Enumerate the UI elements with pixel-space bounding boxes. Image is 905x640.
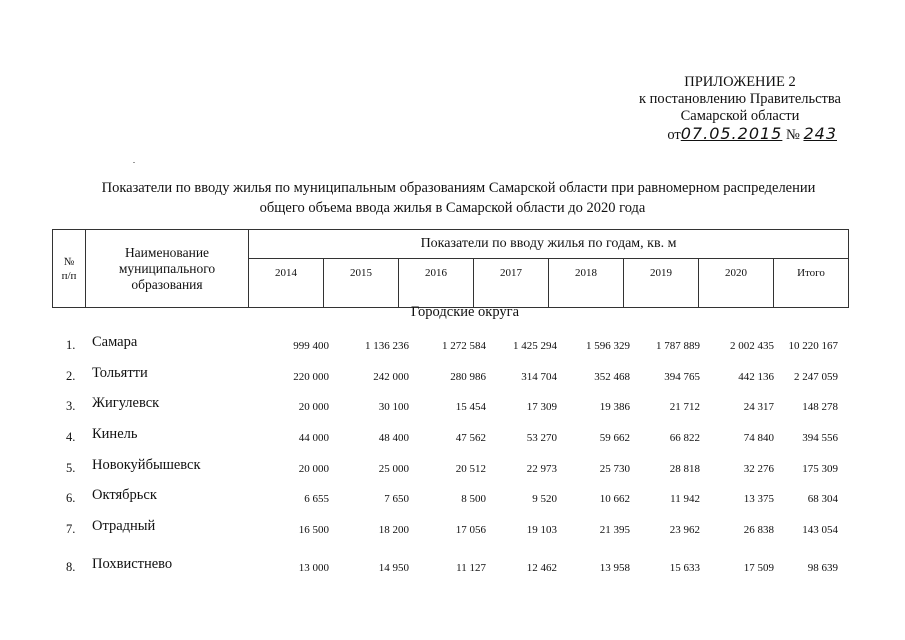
appendix-header xyxy=(639,74,841,144)
header-number xyxy=(53,230,86,308)
cell-2016: 11 127 xyxy=(456,562,486,574)
row-name: Октябрьск xyxy=(92,487,157,503)
cell-2019: 394 765 xyxy=(664,371,700,383)
header-year: 2017 xyxy=(474,259,549,308)
cell-2018: 10 662 xyxy=(599,493,630,505)
cell-total: 2 247 059 xyxy=(794,371,838,383)
cell-2017: 314 704 xyxy=(521,371,557,383)
cell-2014: 13 000 xyxy=(298,562,329,574)
cell-total: 143 054 xyxy=(802,524,838,536)
cell-2019: 66 822 xyxy=(669,432,700,444)
header-group: Показатели по вводу жилья по годам, кв. м xyxy=(249,230,849,259)
header-name-1: Наименование xyxy=(124,244,210,260)
row-number: 4. xyxy=(66,430,76,444)
cell-2014: 44 000 xyxy=(298,432,329,444)
header-number-sign: № xyxy=(63,255,75,268)
cell-2014: 16 500 xyxy=(298,524,329,536)
cell-2019: 15 633 xyxy=(669,562,700,574)
cell-2015: 48 400 xyxy=(378,432,409,444)
cell-2015: 14 950 xyxy=(378,562,409,574)
cell-2019: 11 942 xyxy=(670,493,700,505)
cell-2019: 23 962 xyxy=(669,524,700,536)
cell-2014: 999 400 xyxy=(293,340,329,352)
cell-2017: 17 309 xyxy=(526,401,557,413)
cell-2017: 19 103 xyxy=(526,524,557,536)
number-label: № xyxy=(785,127,800,143)
header-year: 2015 xyxy=(324,259,399,308)
cell-2017: 22 973 xyxy=(526,463,557,475)
header-year: 2019 xyxy=(624,259,699,308)
cell-2019: 21 712 xyxy=(669,401,700,413)
row-name: Отрадный xyxy=(92,518,156,534)
cell-2014: 6 655 xyxy=(304,493,329,505)
header-year: 2014 xyxy=(249,259,324,308)
table-row xyxy=(52,457,842,479)
header-year: 2016 xyxy=(399,259,474,308)
cell-2017: 1 425 294 xyxy=(513,340,557,352)
cell-2020: 32 276 xyxy=(743,463,774,475)
cell-2018: 13 958 xyxy=(599,562,630,574)
cell-2015: 25 000 xyxy=(378,463,409,475)
cell-2018: 1 596 329 xyxy=(586,340,630,352)
header-number-pp: п/п xyxy=(61,269,77,282)
cell-2015: 18 200 xyxy=(378,524,409,536)
cell-total: 175 309 xyxy=(802,463,838,475)
table-row xyxy=(52,365,842,387)
cell-2015: 242 000 xyxy=(373,371,409,383)
cell-2018: 19 386 xyxy=(599,401,630,413)
cell-2016: 280 986 xyxy=(450,371,486,383)
cell-2015: 1 136 236 xyxy=(365,340,409,352)
cell-2020: 442 136 xyxy=(738,371,774,383)
cell-2020: 17 509 xyxy=(743,562,774,574)
cell-2018: 25 730 xyxy=(599,463,630,475)
cell-2020: 2 002 435 xyxy=(730,340,774,352)
header-name xyxy=(86,230,249,308)
cell-2017: 9 520 xyxy=(532,493,557,505)
cell-2016: 17 056 xyxy=(455,524,486,536)
row-name: Новокуйбышевск xyxy=(92,457,201,473)
table-header xyxy=(52,229,849,308)
cell-2014: 220 000 xyxy=(293,371,329,383)
title-line-1: Показатели по вводу жилья по муниципальным образованиям Самарской области при равномерном распределении xyxy=(101,180,816,196)
appendix-resolution: к постановлению Правительства xyxy=(639,91,841,107)
row-name: Жигулевск xyxy=(92,395,160,411)
cell-2016: 20 512 xyxy=(455,463,486,475)
cell-2018: 59 662 xyxy=(599,432,630,444)
table-row xyxy=(52,556,842,578)
cell-2018: 352 468 xyxy=(594,371,630,383)
cell-2015: 7 650 xyxy=(384,493,409,505)
cell-total: 148 278 xyxy=(802,401,838,413)
appendix-title: ПРИЛОЖЕНИЕ 2 xyxy=(684,74,796,90)
row-number: 8. xyxy=(66,560,76,574)
cell-2016: 47 562 xyxy=(455,432,486,444)
cell-2015: 30 100 xyxy=(378,401,409,413)
document-title xyxy=(0,178,905,218)
handwritten-date: 07.05.2015 xyxy=(680,124,783,143)
title-line-2: общего объема ввода жилья в Самарской области до 2020 года xyxy=(259,200,646,216)
row-number: 5. xyxy=(66,461,76,475)
cell-2018: 21 395 xyxy=(599,524,630,536)
cell-2020: 13 375 xyxy=(743,493,774,505)
cell-total: 98 639 xyxy=(807,562,838,574)
header-name-3: образования xyxy=(131,276,203,292)
header-year: 2018 xyxy=(549,259,624,308)
cell-2017: 53 270 xyxy=(526,432,557,444)
table-row xyxy=(52,395,842,417)
cell-total: 394 556 xyxy=(802,432,838,444)
table-row xyxy=(52,487,842,509)
cell-2014: 20 000 xyxy=(298,463,329,475)
cell-2020: 26 838 xyxy=(743,524,774,536)
row-name: Кинель xyxy=(92,426,138,442)
cell-2014: 20 000 xyxy=(298,401,329,413)
row-number: 6. xyxy=(66,491,76,505)
cell-2019: 1 787 889 xyxy=(656,340,700,352)
row-name: Тольятти xyxy=(92,365,148,381)
row-number: 3. xyxy=(66,399,76,413)
cell-2017: 12 462 xyxy=(526,562,557,574)
scan-speck xyxy=(133,162,135,163)
cell-2019: 28 818 xyxy=(669,463,700,475)
table-row xyxy=(52,334,842,356)
row-name: Похвистнево xyxy=(92,556,173,572)
table-row xyxy=(52,518,842,540)
section-heading: Городские округа xyxy=(410,304,520,320)
cell-2016: 1 272 584 xyxy=(442,340,486,352)
cell-2020: 74 840 xyxy=(743,432,774,444)
appendix-date-line xyxy=(639,125,837,144)
row-number: 1. xyxy=(66,338,76,352)
row-number: 7. xyxy=(66,522,76,536)
cell-2016: 8 500 xyxy=(461,493,486,505)
row-number: 2. xyxy=(66,369,76,383)
cell-total: 68 304 xyxy=(807,493,838,505)
header-total: Итого xyxy=(774,259,849,308)
handwritten-number: 243 xyxy=(803,124,837,143)
cell-total: 10 220 167 xyxy=(788,340,838,352)
from-label: от xyxy=(667,127,681,143)
appendix-region: Самарской области xyxy=(680,108,800,124)
table-row xyxy=(52,426,842,448)
header-name-2: муниципального xyxy=(118,260,216,276)
row-name: Самара xyxy=(92,334,138,350)
cell-2020: 24 317 xyxy=(743,401,774,413)
cell-2016: 15 454 xyxy=(455,401,486,413)
header-year: 2020 xyxy=(699,259,774,308)
